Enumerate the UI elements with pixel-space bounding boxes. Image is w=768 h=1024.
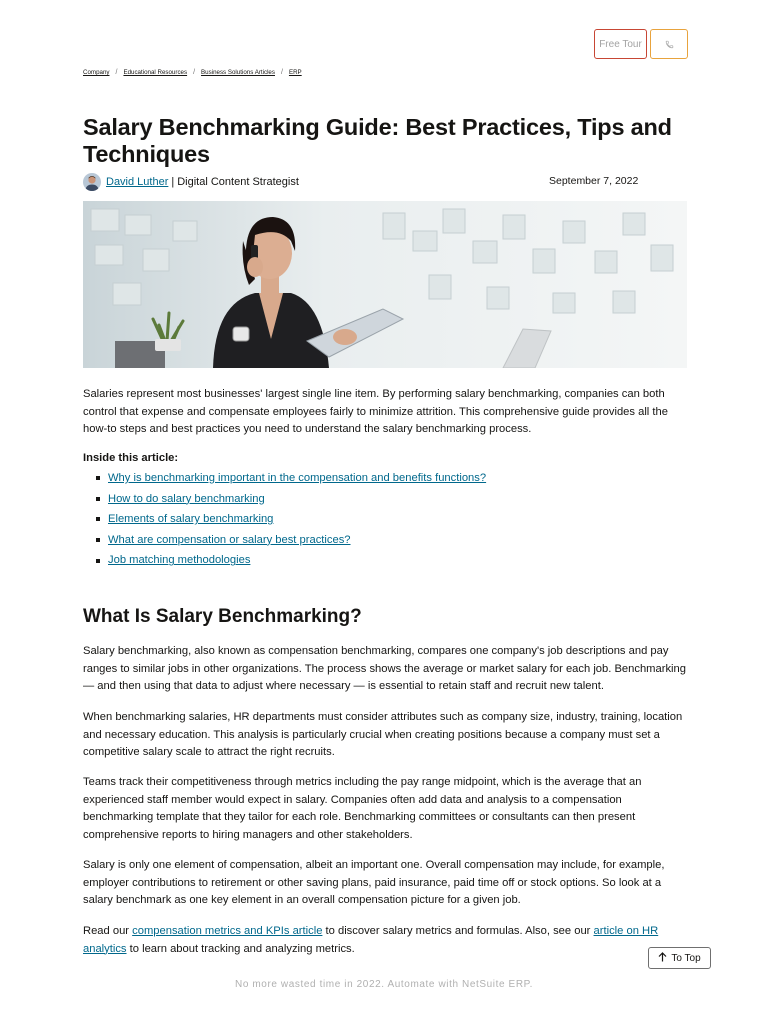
breadcrumb-business-solutions-articles[interactable]: Business Solutions Articles <box>201 69 275 76</box>
breadcrumb-erp[interactable]: ERP <box>288 69 302 76</box>
free-tour-button[interactable]: Free Tour <box>594 29 647 59</box>
body-paragraph-4: Salary is only one element of compensation, albeit an important one. Overall compensation may include, for example, employer contributions to retirement or other saving plans, paid insurance, paid time off or stock options. So look at a salary benchmark as one key element in an overall compensation picture for a given job. <box>83 859 665 906</box>
breadcrumb-educational-resources[interactable]: Educational Resources <box>123 69 188 76</box>
toc-item <box>96 530 486 551</box>
bullet-icon <box>96 538 100 542</box>
page-title: Salary Benchmarking Guide: Best Practices, Tips and Techniques <box>83 114 672 167</box>
body-paragraph-3: Teams track their competitiveness through metrics including the pay range midpoint, which is the average that an experienced staff member would expect in salary. Companies often add data and analysis to a compensation benchmarking template that they tailor for each role. Benchmarking committees or consultants can then present comprehensive reports to hiring managers and other stakeholders. <box>83 776 642 841</box>
toc-item <box>96 509 486 530</box>
body-paragraph-2: When benchmarking salaries, HR departments must consider attributes such as company size, industry, training, location and necessary education. This analysis is particularly crucial when creating positions because a company must set a competitive salary scale to attract the right recruits. <box>83 711 683 758</box>
header-actions <box>594 29 688 59</box>
bullet-icon <box>96 517 100 521</box>
toc-item <box>96 550 486 571</box>
body-paragraph-1: Salary benchmarking, also known as compensation benchmarking, compares one company's job descriptions and pay ranges to similar jobs in other organizations. The process shows the average or market salary for each job. Benchmarking — and then using that data to adjust where necessary — is essential to retain staff and recruit new talent. <box>83 645 686 692</box>
bullet-icon <box>96 476 100 480</box>
intro-paragraph: Salaries represent most businesses' largest single line item. By performing salary benchmarking, companies can both control that expense and compensate employees fairly to minimize attrition. This comprehensive guide provides all the how-to steps and best practices you need to understand the salary benchmarking process. <box>83 388 668 435</box>
author-name-link[interactable]: David Luther <box>106 176 169 188</box>
toc-link-why-benchmarking[interactable]: Why is benchmarking important in the compensation and benefits functions? <box>108 472 487 484</box>
inside-article-heading: Inside this article: <box>83 452 179 464</box>
publish-date: September 7, 2022 <box>549 175 639 187</box>
bullet-icon <box>96 559 100 563</box>
section-title: What Is Salary Benchmarking? <box>83 606 362 627</box>
byline <box>83 173 299 191</box>
author-separator: | <box>171 176 175 188</box>
toc-link-how-to[interactable]: How to do salary benchmarking <box>108 492 265 505</box>
promo-banner[interactable]: No more wasted time in 2022. Automate with NetSuite ERP. <box>235 979 533 990</box>
arrow-up-icon <box>658 952 667 965</box>
hr-analytics-link[interactable]: article on HR analytics <box>83 925 659 955</box>
author-role: Digital Content Strategist <box>177 176 299 188</box>
hero-image <box>83 201 687 368</box>
phone-icon <box>665 37 674 52</box>
toc-link-elements[interactable]: Elements of salary benchmarking <box>108 513 274 526</box>
read-more-paragraph <box>83 923 689 958</box>
breadcrumb-separator: / <box>193 69 196 76</box>
toc-link-job-matching[interactable]: Job matching methodologies <box>108 554 251 567</box>
read-more-suffix: to learn about tracking and analyzing metrics. <box>126 942 355 955</box>
bullet-icon <box>96 497 100 501</box>
to-top-label: To Top <box>671 952 701 964</box>
breadcrumb-separator: / <box>115 69 118 76</box>
read-more-prefix: Read our <box>83 925 133 937</box>
breadcrumb-company[interactable]: Company <box>83 69 110 76</box>
breadcrumb-separator: / <box>280 69 283 76</box>
table-of-contents <box>96 468 486 571</box>
toc-item <box>96 468 486 489</box>
breadcrumb <box>83 69 302 76</box>
toc-link-best-practices[interactable]: What are compensation or salary best practices? <box>108 533 351 546</box>
to-top-button[interactable] <box>648 947 711 969</box>
author-avatar <box>83 173 101 191</box>
read-more-middle: to discover salary metrics and formulas. Also, see our <box>322 925 594 937</box>
toc-item <box>96 489 486 510</box>
compensation-metrics-link[interactable]: compensation metrics and KPIs article <box>132 925 323 937</box>
phone-button[interactable] <box>650 29 688 59</box>
